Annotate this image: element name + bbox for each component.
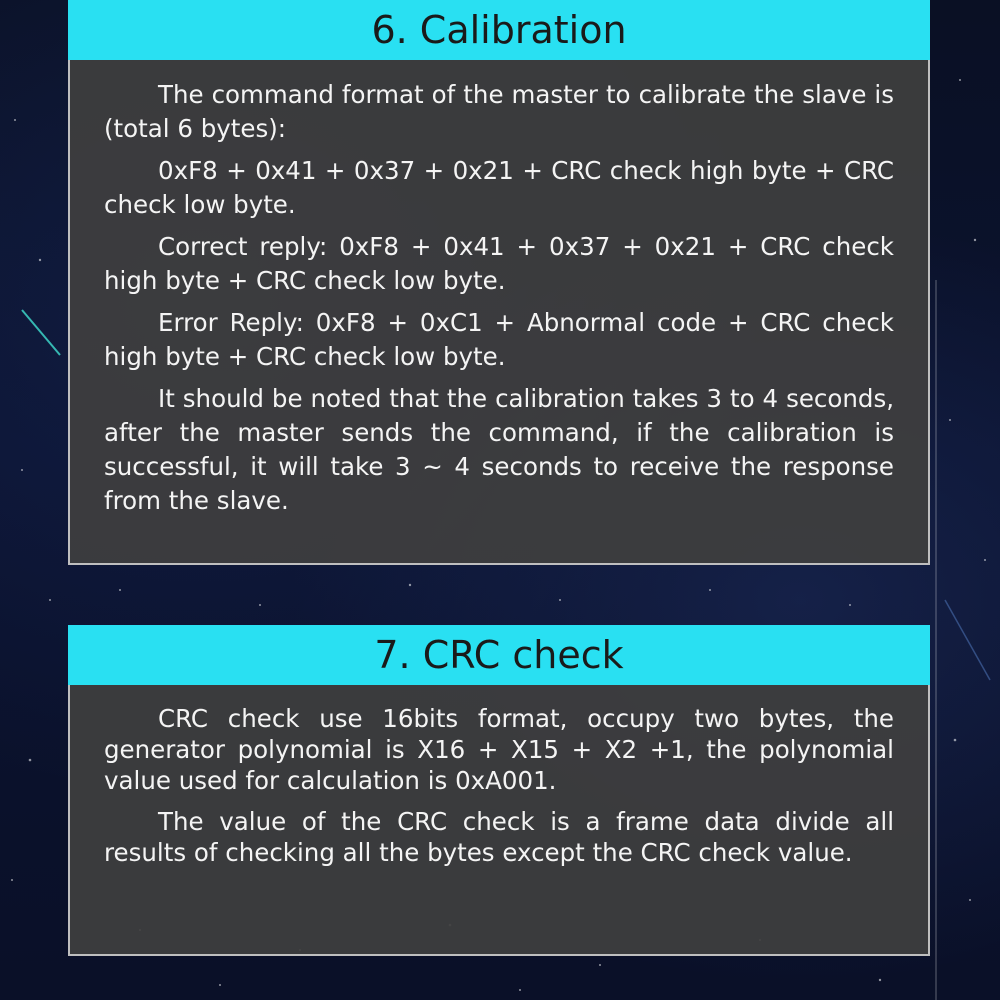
- section-crc-check: [68, 625, 930, 956]
- paragraph: The command format of the master to calibrate the slave is (total 6 bytes):: [104, 80, 894, 143]
- section-content-box: [68, 685, 930, 956]
- section-heading: 6. Calibration: [68, 0, 930, 60]
- section-content-box: [68, 60, 930, 565]
- paragraph: 0xF8 + 0x41 + 0x37 + 0x21 + CRC check high byte + CRC check low byte.: [104, 156, 894, 219]
- section-heading: 7. CRC check: [68, 625, 930, 685]
- paragraph: Correct reply: 0xF8 + 0x41 + 0x37 + 0x21 + CRC check high byte + CRC check low byte.: [104, 232, 894, 295]
- paragraph: The value of the CRC check is a frame data divide all results of checking all the bytes except the CRC check value.: [104, 807, 894, 867]
- paragraph: It should be noted that the calibration takes 3 to 4 seconds, after the master sends the command, if the calibration is successful, it will take 3 ~ 4 seconds to receive the response from the slave.: [104, 384, 894, 515]
- section-calibration: [68, 0, 930, 565]
- paragraph: CRC check use 16bits format, occupy two bytes, the generator polynomial is X16 + X15 + X2 +1, the polynomial value used for calculation is 0xA001.: [104, 704, 894, 795]
- paragraph: Error Reply: 0xF8 + 0xC1 + Abnormal code + CRC check high byte + CRC check low byte.: [104, 308, 894, 371]
